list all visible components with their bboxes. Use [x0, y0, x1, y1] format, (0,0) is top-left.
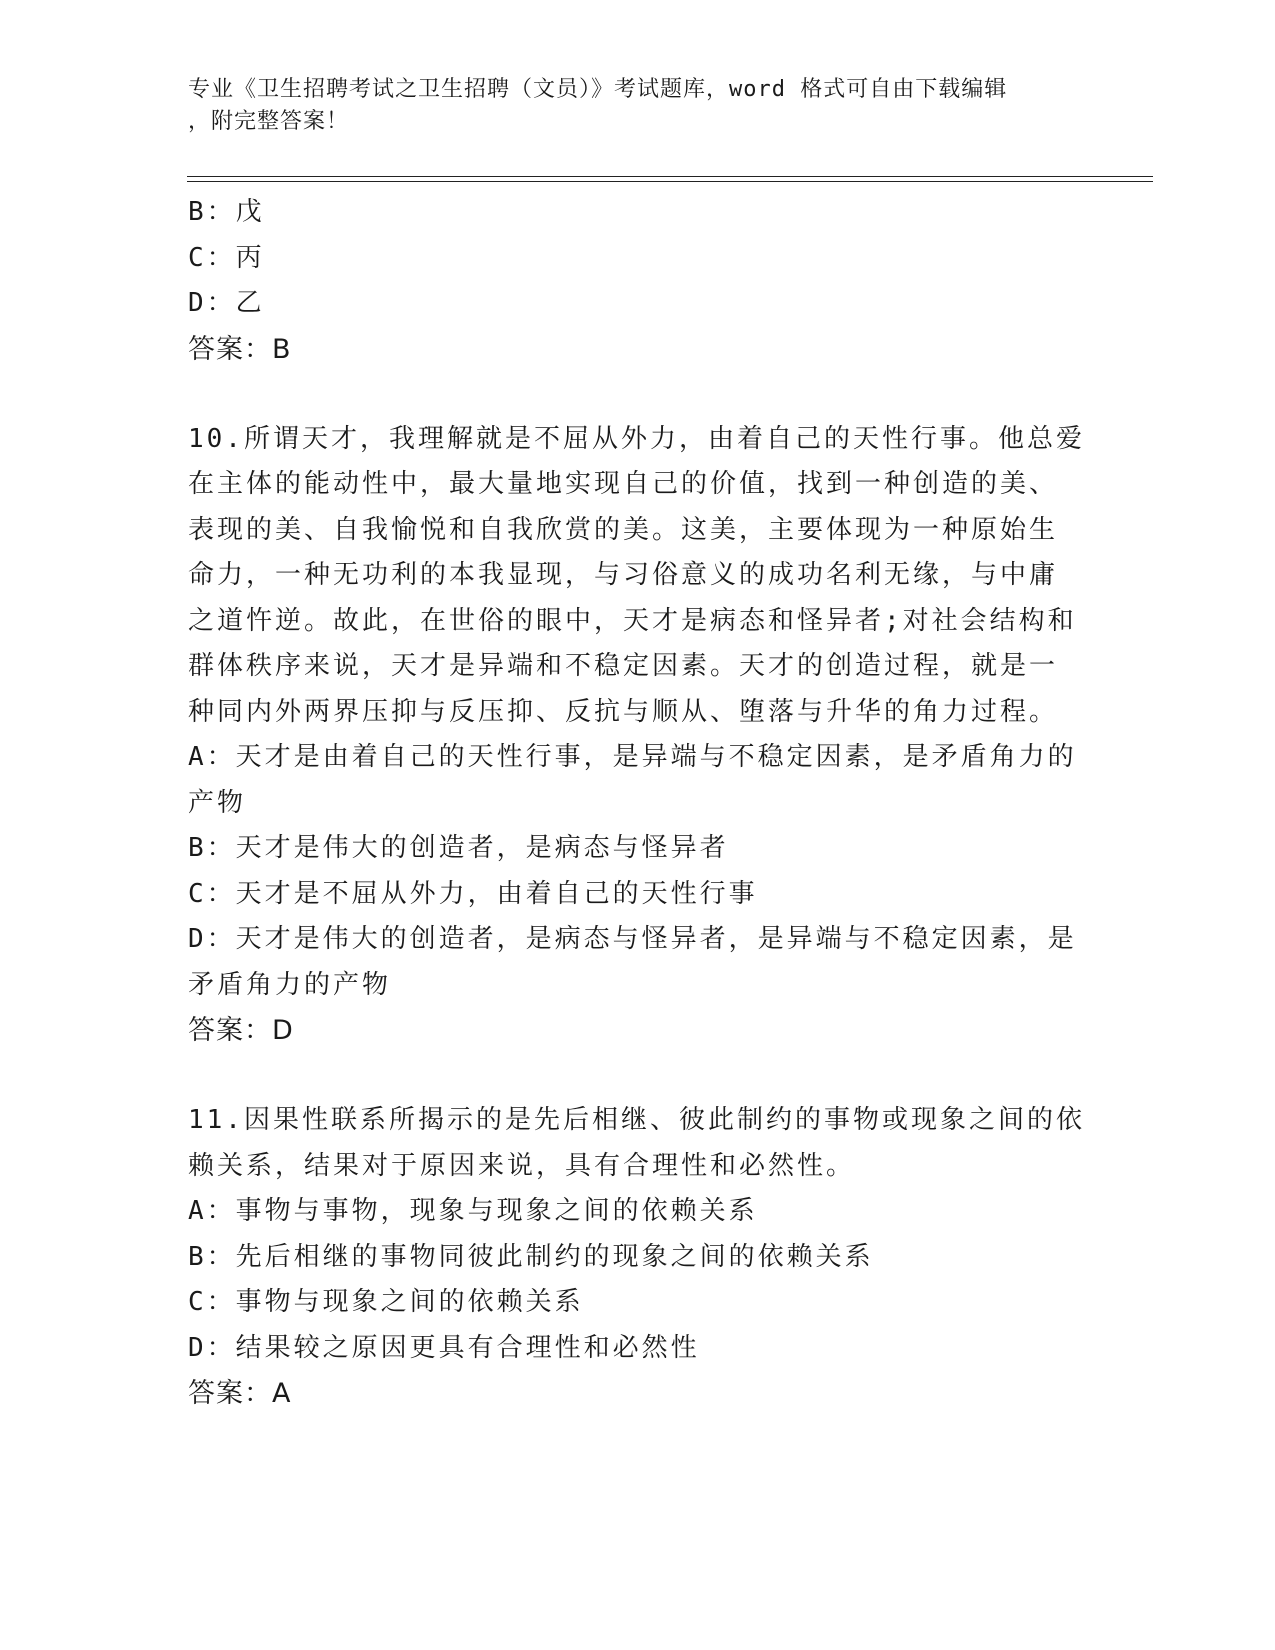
question-spacer [188, 373, 1088, 417]
stem-line: 种同内外两界压抑与反压抑、反抗与顺从、堕落与升华的角力过程。 [188, 696, 1059, 727]
option-list [188, 190, 1088, 327]
option-d: D：结果较之原因更具有合理性和必然性 [188, 1332, 700, 1363]
option-b: B：戊 [188, 197, 265, 227]
stem-line: 群体秩序来说，天才是异端和不稳定因素。天才的创造过程，就是一 [188, 651, 1059, 681]
option-a-continued: 产物 [188, 787, 247, 818]
question-list [188, 190, 1088, 1417]
header-divider [187, 176, 1153, 177]
answer-line: 答案：D [188, 1015, 294, 1046]
option-d-continued: 矛盾角力的产物 [188, 969, 392, 1000]
option-list [188, 735, 1088, 1008]
stem-line: 11.因果性联系所揭示的是先后相继、彼此制约的事物或现象之间的依 [188, 1105, 1085, 1135]
question-stem [188, 1098, 1088, 1189]
question-stem [188, 417, 1088, 736]
option-c: C：天才是不屈从外力，由着自己的天性行事 [188, 878, 758, 909]
option-a: A：天才是由着自己的天性行事，是异端与不稳定因素，是矛盾角力的 [188, 742, 1077, 772]
question-block [188, 417, 1088, 1055]
option-a: A：事物与事物，现象与现象之间的依赖关系 [188, 1196, 758, 1226]
question-block [188, 1098, 1088, 1417]
option-d: D：乙 [188, 288, 265, 318]
option-b: B：天才是伟大的创造者，是病态与怪异者 [188, 833, 729, 863]
option-c: C：事物与现象之间的依赖关系 [188, 1287, 584, 1317]
option-list [188, 1189, 1088, 1371]
stem-line: 在主体的能动性中，最大量地实现自己的价值，找到一种创造的美、 [188, 469, 1059, 499]
option-d: D：天才是伟大的创造者，是病态与怪异者，是异端与不稳定因素，是 [188, 924, 1077, 954]
header-divider [187, 181, 1153, 182]
question-block [188, 190, 1088, 373]
header-line: ，附完整答案！ [188, 109, 350, 134]
stem-line: 之道忤逆。故此，在世俗的眼中，天才是病态和怪异者;对社会结构和 [188, 605, 1077, 636]
option-c: C：丙 [188, 242, 265, 273]
stem-line: 命力，一种无功利的本我显现，与习俗意义的成功名利无缘，与中庸 [188, 560, 1059, 590]
question-spacer [188, 1054, 1088, 1098]
stem-line: 表现的美、自我愉悦和自我欣赏的美。这美，主要体现为一种原始生 [188, 514, 1059, 545]
answer-line: 答案：A [188, 1378, 292, 1409]
answer-line: 答案：B [188, 333, 292, 365]
document-header [188, 74, 1068, 138]
stem-line: 10.所谓天才，我理解就是不屈从外力，由着自己的天性行事。他总爱 [188, 423, 1085, 454]
stem-line: 赖关系，结果对于原因来说，具有合理性和必然性。 [188, 1150, 856, 1181]
option-b: B：先后相继的事物同彼此制约的现象之间的依赖关系 [188, 1241, 874, 1272]
header-line: 专业《卫生招聘考试之卫生招聘（文员）》考试题库，word 格式可自由下载编辑 [188, 77, 1008, 102]
